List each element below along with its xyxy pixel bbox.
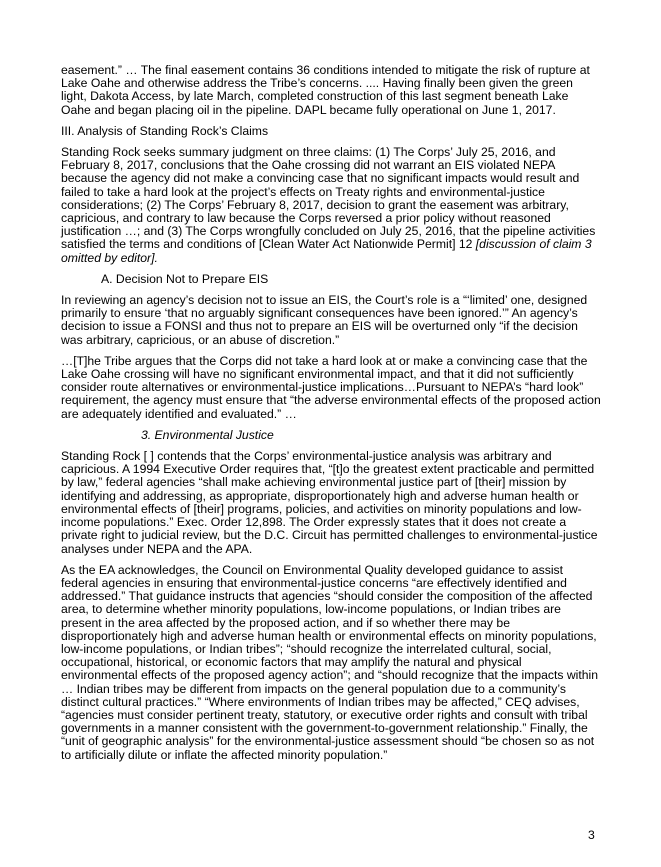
page-number: 3 [588, 828, 595, 842]
claims-text: Standing Rock seeks summary judgment on three claims: (1) The Corps’ July 25, 2016, and February 8, 2017, conclusions that the Oahe crossing did not warrant an EIS violated NEPA because the agency did not make a convincing case that no significant impacts would result and failed to take a hard look at the project’s effects on Treaty rights and environmental-justice considerations; (2) The Corps’ February 8, 2017, decision to grant the easement was arbitrary, capricious, and contrary to law because the Corps reversed a prior policy without reasoned justification …; and (3) The Corps wrongfully concluded on July 25, 2016, that the pipeline activities satisfied the terms and conditions of [Clean Water Act Nationwide Permit] 12 [61, 145, 596, 252]
page-body [61, 64, 601, 770]
paragraph-hard-look: …[T]he Tribe argues that the Corps did not take a hard look at or make a convincing case that the Lake Oahe crossing will have no significant environmental impact, and that it did not sufficiently consider route alternatives or environmental-justice implications…Pursuant to NEPA’s “hard look” requirement, the agency must ensure that “the adverse environmental effects of the proposed action are adequately identified and evaluated.” … [61, 353, 601, 421]
paragraph-executive-order: Standing Rock [ ] contends that the Corps’ environmental-justice analysis was arbitrary and capricious. A 1994 Executive Order requires that, “[t]o the greatest extent practicable and permitted by law,” federal agencies “shall make achieving environmental justice part of [their] mission by identifying and addressing, as appropriate, disproportionately high and adverse human health or environmental effects of [their] programs, policies, and activities on minority populations and low-income populations.” Exec. Order 12,898. The Order expressly states that it does not create a private right to judicial review, but the D.C. Circuit has permitted challenges to environmental-justice analyses under NEPA and the APA. [61, 449, 598, 556]
paragraph-ceq-guidance: As the EA acknowledges, the Council on Environmental Quality developed guidance to assist federal agencies in ensuring that environmental-justice concerns “are effectively identified and addressed.” That guidance instructs that agencies “should consider the composition of the affected area, to determine whether minority populations, low-income populations, or Indian tribes are present in the area affected by the proposed action, and if so whether there may be disproportionately high and adverse human health or environmental effects on minority populations, low-income populations, or Indian tribes”; “should recognize the interrelated cultural, social, occupational, historical, or economic factors that may amplify the natural and physical environmental effects of the proposed agency action”; and “should recognize that the impacts within … Indian tribes may be different from impacts on the general population due to a community’s distinct cultural practices.” “Where environments of Indian tribes may be affected,” CEQ advises, “agencies must consider pertinent treaty, statutory, or executive order rights and consult with tribal governments in a manner consistent with the government-to-government relationship.” Finally, the “unit of geographic analysis” for the environmental-justice assessment should “be chosen so as not to artificially dilute or inflate the affected minority population.” [61, 562, 599, 762]
paragraph-claims [61, 146, 601, 265]
subheading-environmental-justice: 3. Environmental Justice [141, 427, 274, 442]
editor-note: [discussion of claim 3 omitted by editor]. [61, 237, 592, 265]
paragraph-easement: easement.” … The final easement contains 36 conditions intended to mitigate the risk of rupture at Lake Oahe and otherwise address the Tribe’s concerns. .... Having finally been given the green light, Dakota Access, by late March, completed construction of this last segment beneath Lake Oahe and began placing oil in the pipeline. DAPL became fully operational on June 1, 2017. [61, 63, 590, 117]
paragraph-review-standard: In reviewing an agency’s decision not to issue an EIS, the Court’s role is a “‘limited’ one, designed primarily to ensure ‘that no arguably significant consequences have been ignored.’” An agency’s decision to issue a FONSI and thus not to prepare an EIS will be overturned only “if the decision was arbitrary, capricious, or an abuse of discretion.” [61, 293, 588, 347]
section-heading-analysis: III. Analysis of Standing Rock’s Claims [61, 123, 269, 138]
subheading-decision-eis: A. Decision Not to Prepare EIS [101, 271, 269, 286]
